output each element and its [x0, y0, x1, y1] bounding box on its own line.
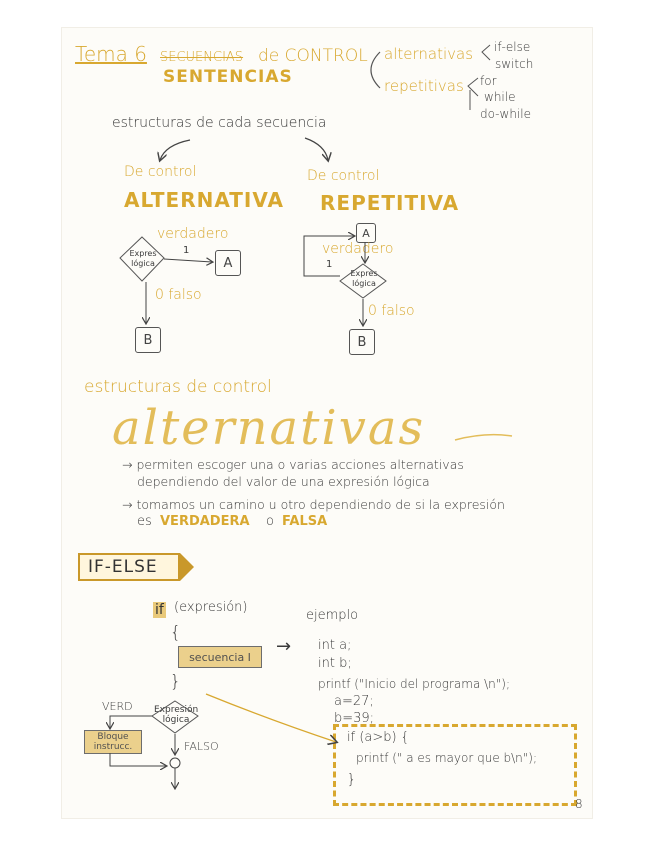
rep-verdadero: verdadero [322, 241, 394, 257]
secuencia-box: secuencia I [178, 646, 262, 668]
rep-box-a: A [356, 223, 376, 243]
open-brace: { [170, 623, 181, 643]
alt-big-label: ALTERNATIVA [124, 188, 284, 212]
verdadera-label: VERDADERA [160, 514, 250, 529]
code-if-line: if (a>b) { [347, 730, 409, 745]
if-else-label: if-else [494, 40, 531, 54]
tema-label: Tema 6 [75, 42, 147, 66]
falsa-label: FALSA [282, 514, 328, 529]
rep-big-label: REPETITIVA [320, 191, 460, 215]
struck-word: SECUENCIAS [160, 50, 244, 65]
code-line-4: a=27; [334, 694, 374, 709]
example-title: ejemplo [306, 608, 359, 623]
bullet2-line1: → tomamos un camino u otro dependiendo de si la expresión [122, 497, 505, 512]
alt-box-b: B [135, 327, 161, 353]
alt-small-label: De control [124, 164, 197, 180]
repetitivas-label: repetitivas [384, 77, 464, 95]
alt-falso: 0 falso [155, 287, 202, 303]
rep-falso: 0 falso [368, 303, 415, 319]
code-line-2: int b; [318, 656, 352, 671]
verd-label: VERD [102, 700, 133, 713]
code-line-5: b=39; [334, 711, 375, 726]
page-number: 8 [575, 797, 583, 811]
arrow-right: → [276, 636, 292, 657]
alt-expr: Expres lógica [129, 249, 157, 268]
sentencias-label: SENTENCIAS [163, 67, 293, 87]
close-brace: } [170, 672, 181, 692]
expr-logica-label: Expresión lógica [154, 705, 199, 725]
bloque-box: Bloque instrucc. [84, 730, 142, 754]
rep-expr: Expres lógica [350, 269, 378, 288]
switch-label: switch [495, 57, 534, 71]
sequence-caption: estructuras de cada secuencia [112, 115, 327, 131]
de-control-label: de CONTROL [258, 46, 368, 66]
alternativas-label: alternativas [384, 45, 474, 63]
expresion-label: (expresión) [174, 600, 248, 615]
while-label: while [484, 90, 516, 104]
if-keyword: if [155, 602, 164, 618]
if-else-tag: IF-ELSE [78, 553, 180, 581]
alt-one: 1 [183, 245, 190, 256]
section-heading: estructuras de control [84, 377, 272, 397]
rep-one: 1 [326, 259, 333, 270]
script-title: alternativas [112, 400, 426, 456]
code-line-3: printf ("Inicio del programa \n"); [318, 677, 511, 691]
do-while-label: do-while [480, 107, 531, 121]
code-printf-line: printf (" a es mayor que b\n"); [356, 751, 538, 765]
for-label: for [480, 74, 497, 88]
bullet2-prefix: es [137, 514, 152, 529]
code-close-brace: } [347, 772, 356, 788]
bullet1-line2: dependiendo del valor de una expresión lógica [137, 474, 430, 489]
bullet1-line1: → permiten escoger una o varias acciones alternativas [122, 457, 464, 472]
alt-verdadero: verdadero [157, 226, 229, 242]
rep-small-label: De control [307, 168, 380, 184]
falso-label: FALSO [184, 740, 219, 753]
code-line-1: int a; [318, 638, 352, 653]
rep-box-b: B [349, 329, 375, 355]
alt-box-a: A [215, 250, 241, 276]
o-label: o [266, 514, 274, 529]
